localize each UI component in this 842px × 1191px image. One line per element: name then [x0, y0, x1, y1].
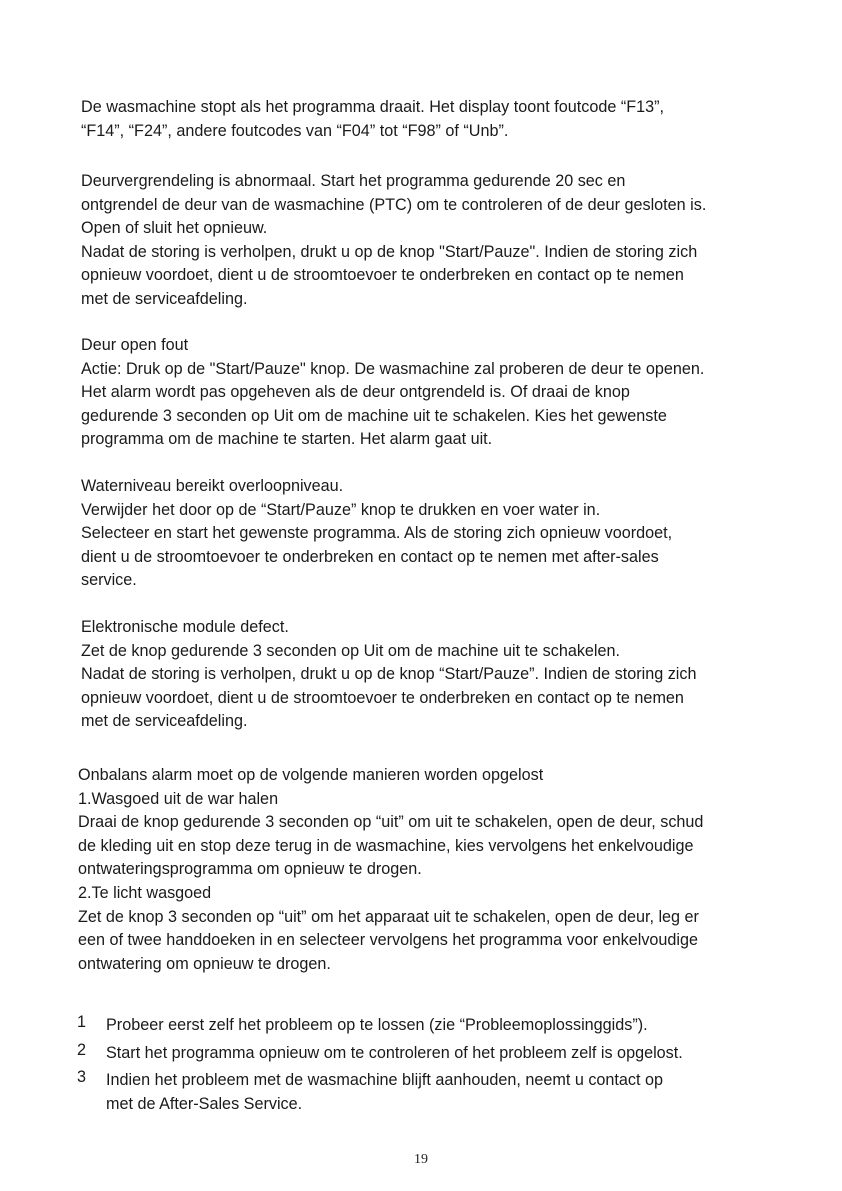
text-line: Het alarm wordt pas opgeheven als de deur ontgrendeld is. Of draai de knop — [81, 383, 630, 402]
step-text: Indien het probleem met de wasmachine blijft aanhouden, neemt u contact op — [106, 1071, 664, 1090]
page-number: 19 — [414, 1152, 428, 1167]
section-deurvergrendeling — [81, 170, 801, 312]
text-line: Nadat de storing is verholpen, drukt u op de knop "Start/Pauze". Indien de storing zich — [81, 242, 698, 261]
text-line: programma om de machine te starten. Het alarm gaat uit. — [81, 430, 493, 449]
text-line: de kleding uit en stop deze terug in de wasmachine, kies vervolgens het enkelvoudige — [78, 836, 694, 855]
text-line: Zet de knop 3 seconden op “uit” om het apparaat uit te schakelen, open de deur, leg er — [78, 907, 699, 926]
step-text: Probeer eerst zelf het probleem op te lossen (zie “Probleemoplossinggids”). — [106, 1016, 648, 1034]
text-line: Selecteer en start het gewenste programma. Als de storing zich opnieuw voordoet, — [81, 524, 673, 543]
text-line: Deurvergrendeling is abnormaal. Start het programma gedurende 20 sec en — [81, 172, 626, 190]
text-line: met de serviceafdeling. — [81, 712, 248, 731]
step-number: 3 — [77, 1068, 87, 1087]
subheading: 2.Te licht wasgoed — [78, 883, 212, 902]
text-line: Open of sluit het opnieuw. — [81, 219, 268, 238]
step-text: Start het programma opnieuw om te controleren of het probleem zelf is opgelost. — [106, 1043, 683, 1062]
text-line: Draai de knop gedurende 3 seconden op “uit” om uit te schakelen, open de deur, schud — [78, 813, 704, 832]
text-line: een of twee handdoeken in en selecteer vervolgens het programma voor enkelvoudige — [78, 931, 699, 950]
text-line: opnieuw voordoet, dient u de stroomtoevoer te onderbreken en contact op te nemen — [81, 688, 684, 707]
text-line: met de serviceafdeling. — [81, 289, 248, 308]
section-foutcodes — [81, 96, 801, 143]
section-heading: Waterniveau bereikt overloopniveau. — [81, 477, 344, 495]
text-line: Zet de knop gedurende 3 seconden op Uit om de machine uit te schakelen. — [81, 641, 621, 660]
section-heading: Elektronische module defect. — [81, 618, 289, 636]
section-elektronische-module — [81, 616, 801, 734]
text-line: “F14”, “F24”, andere foutcodes van “F04” tot “F98” of “Unb”. — [81, 121, 509, 140]
text-line: De wasmachine stopt als het programma draait. Het display toont foutcode “F13”, — [81, 98, 665, 116]
section-waterniveau — [81, 475, 801, 593]
numbered-steps — [77, 1014, 797, 1116]
step-item — [77, 1069, 797, 1116]
text-line: ontwatering om opnieuw te drogen. — [78, 954, 331, 973]
text-line: Nadat de storing is verholpen, drukt u op de knop “Start/Pauze”. Indien de storing zich — [81, 665, 697, 684]
text-line: Verwijder het door op de “Start/Pauze” knop te drukken en voer water in. — [81, 500, 601, 519]
text-line: Actie: Druk op de "Start/Pauze" knop. De wasmachine zal proberen de deur te openen. — [81, 359, 705, 378]
step-item — [77, 1014, 797, 1038]
section-deur-open-fout — [81, 334, 801, 452]
step-item — [77, 1042, 797, 1066]
section-onbalans-alarm — [78, 764, 798, 976]
section-heading: Deur open fout — [81, 336, 189, 354]
step-number: 2 — [77, 1040, 87, 1059]
section-heading: Onbalans alarm moet op de volgende manieren worden opgelost — [78, 766, 544, 784]
text-line: service. — [81, 571, 137, 590]
text-line: ontwateringsprogramma om opnieuw te drogen. — [78, 860, 422, 879]
step-number: 1 — [77, 1013, 87, 1031]
step-text: met de After-Sales Service. — [106, 1094, 303, 1113]
text-line: opnieuw voordoet, dient u de stroomtoevoer te onderbreken en contact op te nemen — [81, 266, 684, 285]
text-line: gedurende 3 seconden op Uit om de machine uit te schakelen. Kies het gewenste — [81, 406, 667, 425]
text-line: dient u de stroomtoevoer te onderbreken en contact op te nemen met after-sales — [81, 547, 659, 566]
subheading: 1.Wasgoed uit de war halen — [78, 789, 279, 808]
text-line: ontgrendel de deur van de wasmachine (PTC) om te controleren of de deur gesloten is. — [81, 195, 707, 214]
